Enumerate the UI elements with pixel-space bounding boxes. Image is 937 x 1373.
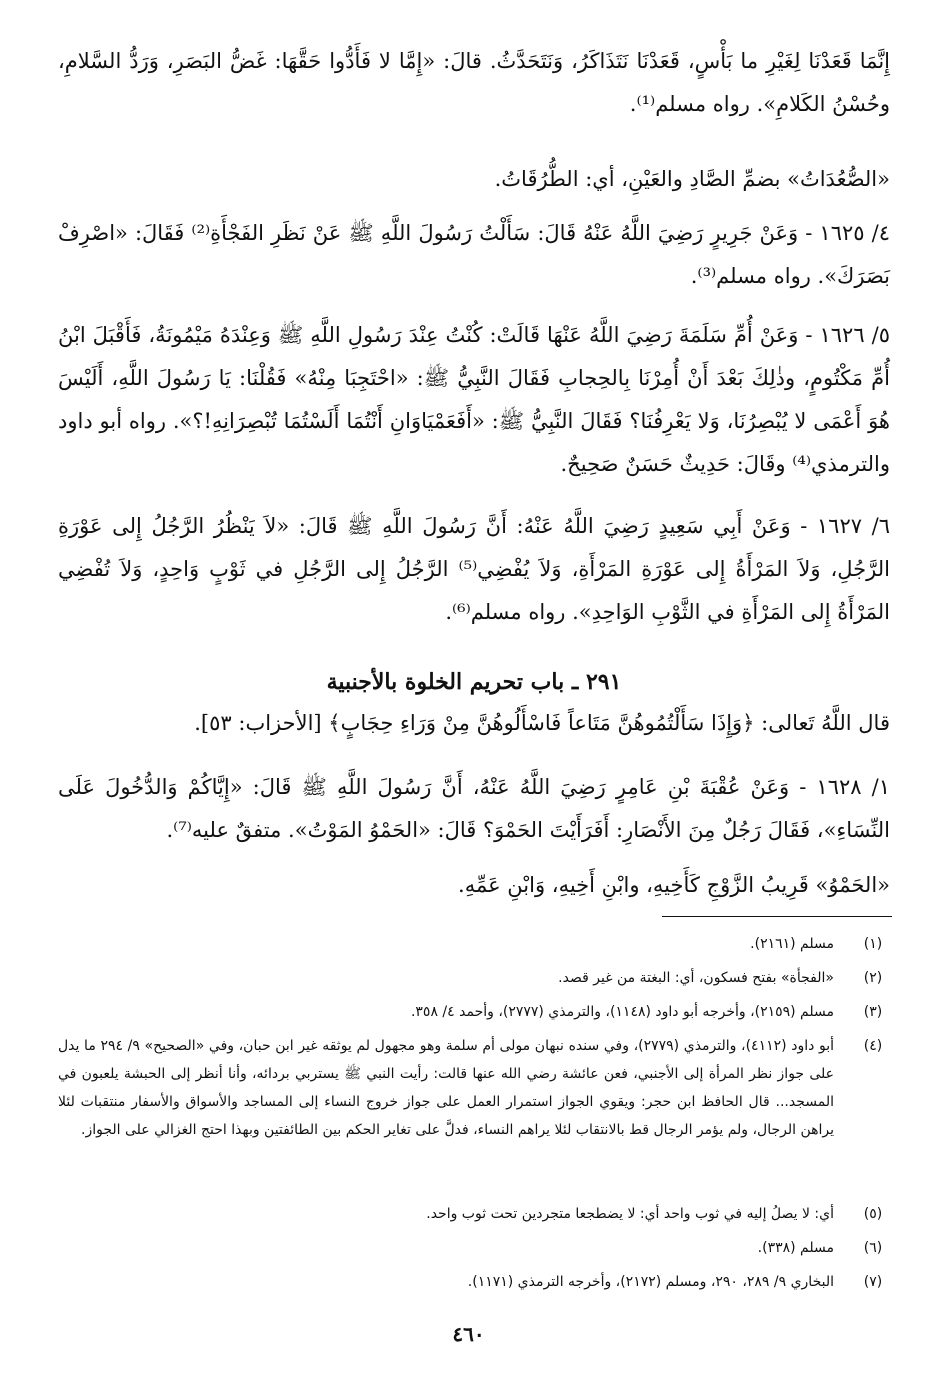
footnote-number: (٤) bbox=[863, 1038, 883, 1054]
hadith-1626: ٥/ ١٦٢٦ - وَعَنْ أُمِّ سَلَمَةَ رَضِيَ اللَّهُ عَنْهَا قَالَتْ: كُنْتُ عِنْدَ رَسُولِ اللَّهِ ﷺ وَعِنْدَهُ مَيْمُونَةُ، فَأَقْبَلَ ابْنُ أُمِّ مَكْتُومٍ، وذٰلِكَ بَعْدَ أَنْ أُمِرْنَا بِالحِجابِ فَقَالَ النَّبِيُّ ﷺ: «احْتَجِبَا مِنْهُ» فَقُلْنَا: يَا رَسُولَ اللَّهِ، أَلَيْسَ هُوَ أَعْمَى لا يُبْصِرُنَا، وَلا يَعْرِفُنَا؟ فَقَالَ النَّبِيُّ ﷺ: «أَفَعَمْيَاوَانِ أَنْتُمَا أَلَسْتُمَا تُبْصِرَانِهِ!؟». رواه أبو داود والترمذي⁽⁴⁾ وقَالَ: حَدِيثٌ حَسَنٌ صَحِيحٌ. bbox=[58, 323, 890, 476]
explanation-paragraph-2: «الحَمْوُ» قَرِيبُ الزَّوْجِ كَأَخِيهِ، وابْنِ أَخِيهِ، وَابْنِ عَمِّهِ. bbox=[458, 873, 890, 897]
footnote-number: (٥) bbox=[863, 1206, 883, 1222]
footnote-1 bbox=[58, 930, 890, 958]
footnote-text: مسلم (٢١٦١). bbox=[750, 936, 834, 952]
hadith-1625: ٤/ ١٦٢٥ - وَعَنْ جَرِيرٍ رَضِيَ اللَّهُ عَنْهُ قَالَ: سَأَلْتُ رَسُولَ اللَّهِ ﷺ عَنْ نَظَرِ الفَجْأَةِ⁽²⁾ فَقَالَ: «اصْرِفْ بَصَرَكَ». رواه مسلم⁽³⁾. bbox=[58, 221, 890, 288]
hadith-continuation: إِنَّمَا قَعَدْنَا لِغَيْرِ ما بَأْسٍ، قَعَدْنَا نَتَذَاكَرُ، وَنَتَحَدَّثُ. قالَ: «إِمَّا لا فَأَدُّوا حَقَّهَا: غَضُّ البَصَرِ، وَرَدُّ السَّلامِ، وحُسْنُ الكَلامِ». رواه مسلم⁽¹⁾. bbox=[58, 49, 890, 116]
footnote-6 bbox=[58, 1234, 890, 1262]
footnote-text: البخاري ٩/ ٢٨٩، ٢٩٠، ومسلم (٢١٧٢)، وأخرجه الترمذي (١١٧١). bbox=[467, 1274, 834, 1290]
footnote-divider bbox=[662, 916, 892, 917]
footnote-3 bbox=[58, 998, 890, 1026]
footnote-2 bbox=[58, 964, 890, 992]
footnote-7 bbox=[58, 1268, 890, 1296]
explanation-paragraph: «الصُّعُدَاتُ» بضمِّ الصَّادِ والعَيْنِ، أي: الطُّرُقَاتُ. bbox=[494, 167, 890, 191]
page-number: ٤٦٠ bbox=[452, 1322, 485, 1346]
footnote-number: (٢) bbox=[863, 970, 883, 986]
footnote-text: أبو داود (٤١١٢)، والترمذي (٢٧٧٩)، وفي سنده نبهان مولى أم سلمة وهو مجهول لم يوثقه غير ابن حبان، وفي «الصحيح» ٩/ ٢٩٤ ما يدل على جواز نظر المرأة إلى الأجنبي، فعن عائشة رضي الله عنها قالت: رأيت النبي ﷺ يستربي بردائه، وأنا أنظر إلى الحبشة يلعبون في المسجد... قال الحافظ ابن حجر: ويقوي الجواز استمرار العمل على جواز خروج النساء إلى المساجد والأسواق والأسفار منتقبات لئلا يراهن الرجال، ولم يؤمر الرجال قط بالانتقاب لئلا يراهم النساء، فدلَّ على تغاير الحكم بين الطائفتين وبهذا احتج الغزالي على الجواز. bbox=[58, 1038, 834, 1138]
footnote-number: (٦) bbox=[863, 1240, 883, 1256]
chapter-heading: ٢٩١ ـ باب تحريم الخلوة بالأجنبية bbox=[326, 669, 622, 695]
hadith-1627: ٦/ ١٦٢٧ - وَعَنْ أَبِي سَعِيدٍ رَضِيَ اللَّهُ عَنْهُ: أَنَّ رَسُولَ اللَّهِ ﷺ قَالَ: «لاَ يَنْظُرُ الرَّجُلُ إِلى عَوْرَةِ الرَّجُلِ، وَلاَ المَرْأَةُ إِلى عَوْرَةِ المَرْأَةِ، وَلاَ يُفْضِي⁽⁵⁾ الرَّجُلُ إِلى الرَّجُلِ في ثَوْبٍ وَاحِدٍ، وَلاَ تُفْضِي المَرْأَةُ إِلى المَرْأَةِ في الثَّوْبِ الوَاحِدِ». رواه مسلم⁽⁶⁾. bbox=[58, 514, 890, 624]
footnote-number: (١) bbox=[863, 936, 883, 952]
footnote-number: (٧) bbox=[863, 1274, 883, 1290]
footnote-5 bbox=[58, 1200, 890, 1228]
footnote-text: أي: لا يصلُ إليه في ثوب واحد أي: لا يضطجعا متجردين تحت ثوب واحد. bbox=[426, 1206, 834, 1222]
hadith-1628: ١/ ١٦٢٨ - وَعَنْ عُقْبَةَ بْنِ عَامِرٍ رَضِيَ اللَّهُ عَنْهُ، أَنَّ رَسُولَ اللَّهِ ﷺ قَالَ: «إِيَّاكُمْ وَالدُّخُولَ عَلَى النِّسَاءِ»، فَقَالَ رَجُلٌ مِنَ الأَنْصَارِ: أَفَرَأَيْتَ الحَمْوَ؟ قَالَ: «الحَمْوُ المَوْتُ». متفقٌ عليه⁽⁷⁾. bbox=[58, 775, 890, 842]
footnote-text: مسلم (٢١٥٩)، وأخرجه أبو داود (١١٤٨)، والترمذي (٢٧٧٧)، وأحمد ٤/ ٣٥٨. bbox=[410, 1004, 834, 1020]
chapter-verse: قال اللَّهُ تَعالى: ﴿وَإِذَا سَأَلْتُمُوهُنَّ مَتَاعاً فَاسْأَلُوهُنَّ مِنْ وَرَاءِ حِجَابٍ﴾ [الأحزاب: ٥٣]. bbox=[194, 711, 890, 735]
footnote-4 bbox=[58, 1032, 890, 1144]
footnote-text: «الفجأة» بفتح فسكون، أي: البغتة من غير قصد. bbox=[558, 970, 834, 986]
footnote-number: (٣) bbox=[863, 1004, 883, 1020]
footnote-text: مسلم (٣٣٨). bbox=[757, 1240, 834, 1256]
